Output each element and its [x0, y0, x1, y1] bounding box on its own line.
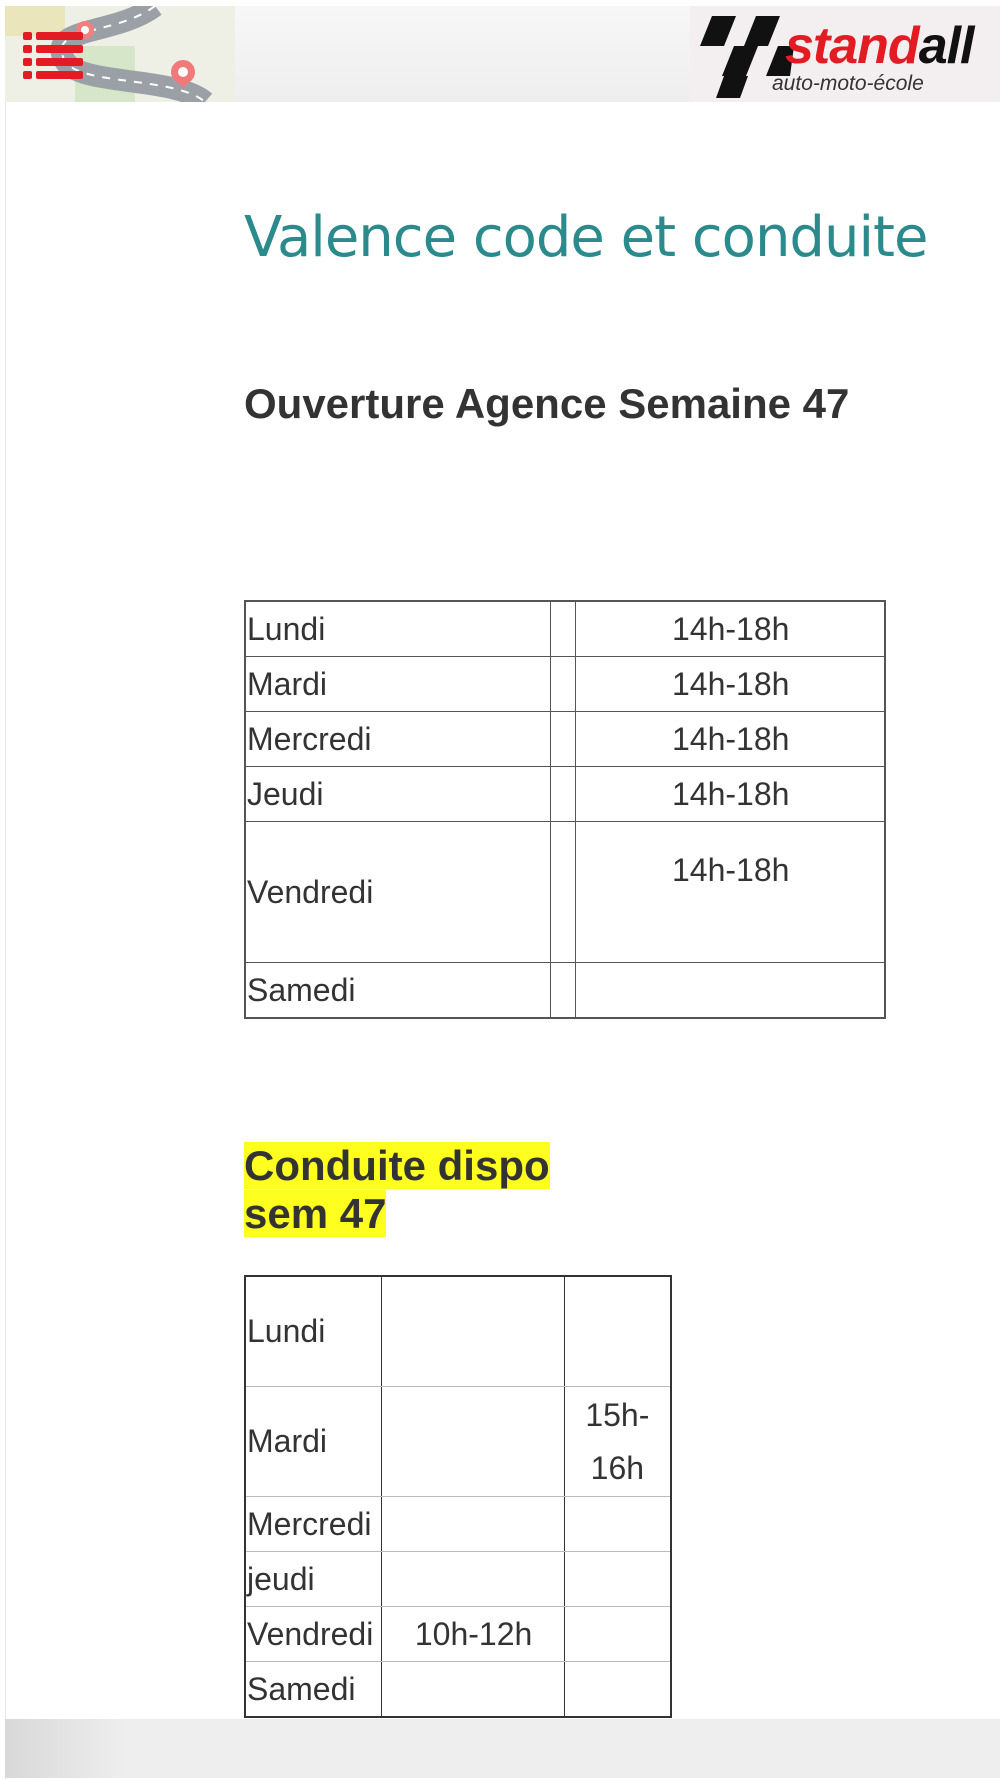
opening-hours-table [244, 600, 886, 1019]
slot-cell [564, 1497, 671, 1552]
logo-word-stand: stand [785, 17, 919, 75]
logo-wordmark [785, 18, 974, 74]
day-cell: Lundi [245, 1276, 382, 1387]
table-row [245, 963, 885, 1019]
table-row [245, 1497, 671, 1552]
spacer-cell [550, 822, 576, 963]
driving-availability-title [244, 1142, 550, 1238]
site-header [5, 6, 1000, 102]
spacer-cell [550, 601, 576, 657]
spacer-cell [550, 963, 576, 1019]
hours-cell: 14h-18h [576, 657, 885, 712]
spacer-cell [550, 657, 576, 712]
page-footer [5, 1719, 1000, 1778]
table-row [245, 657, 885, 712]
driving-title-line1: Conduite dispo [244, 1142, 550, 1189]
hours-cell: 14h-18h [576, 767, 885, 822]
slot-cell [564, 1662, 671, 1718]
slot-cell [564, 1607, 671, 1662]
spacer-cell [550, 712, 576, 767]
logo-tagline: auto-moto-école [772, 72, 924, 95]
slot-cell: 15h-16h [564, 1387, 671, 1497]
day-cell: Vendredi [245, 1607, 382, 1662]
driving-title-line2: sem 47 [244, 1190, 387, 1237]
slot-cell [382, 1497, 564, 1552]
day-cell: Mercredi [245, 1497, 382, 1552]
table-row [245, 1607, 671, 1662]
day-cell: Lundi [245, 601, 550, 657]
day-cell: Mardi [245, 1387, 382, 1497]
slot-cell [564, 1276, 671, 1387]
driving-availability-table [244, 1275, 672, 1718]
day-cell: Vendredi [245, 822, 550, 963]
table-row [245, 712, 885, 767]
slot-cell [564, 1552, 671, 1607]
slot-cell: 10h-12h [382, 1607, 564, 1662]
slot-cell [382, 1276, 564, 1387]
page-title: Valence code et conduite [244, 205, 928, 270]
day-cell: Mercredi [245, 712, 550, 767]
table-row [245, 1276, 671, 1387]
day-cell: Samedi [245, 1662, 382, 1718]
hamburger-menu-icon[interactable] [23, 32, 83, 80]
table-row [245, 767, 885, 822]
table-row [245, 601, 885, 657]
slot-cell [382, 1662, 564, 1718]
logo-word-all: all [918, 17, 974, 75]
spacer-cell [550, 767, 576, 822]
hours-cell: 14h-18h [576, 822, 885, 963]
table-row [245, 1387, 671, 1497]
day-cell: Jeudi [245, 767, 550, 822]
day-cell: jeudi [245, 1552, 382, 1607]
opening-hours-title: Ouverture Agence Semaine 47 [244, 380, 850, 427]
day-cell: Mardi [245, 657, 550, 712]
table-row [245, 822, 885, 963]
slot-cell [382, 1387, 564, 1497]
table-row [245, 1552, 671, 1607]
slot-cell [382, 1552, 564, 1607]
day-cell: Samedi [245, 963, 550, 1019]
hours-cell [576, 963, 885, 1019]
hours-cell: 14h-18h [576, 712, 885, 767]
hours-cell: 14h-18h [576, 601, 885, 657]
standall-logo[interactable] [690, 6, 1000, 102]
table-row [245, 1662, 671, 1718]
